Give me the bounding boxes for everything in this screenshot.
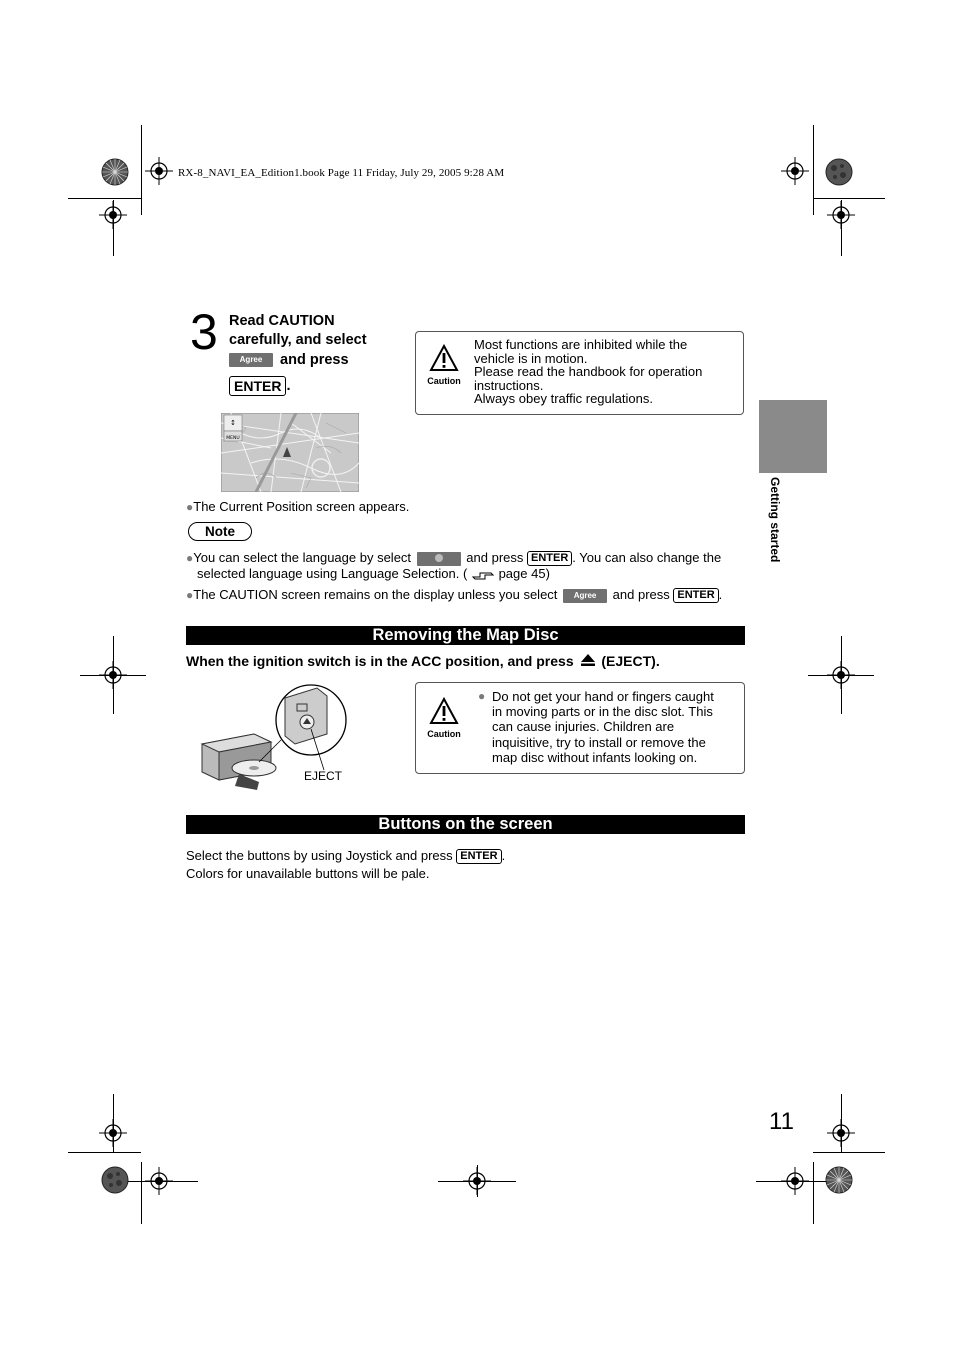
step-line-2: carefully, and select bbox=[229, 332, 367, 348]
caution-line: Do not get your hand or fingers caught bbox=[492, 689, 714, 704]
caution-icon-wrap bbox=[426, 344, 462, 388]
step-trailing: . bbox=[286, 377, 291, 394]
caution-line: vehicle is in motion. bbox=[474, 350, 588, 366]
caution-line: Always obey traffic regulations. bbox=[474, 391, 653, 406]
section-title-removing-map-disc: Removing the Map Disc bbox=[186, 626, 745, 645]
language-button bbox=[417, 552, 461, 566]
caution-text bbox=[474, 338, 739, 406]
note-text: page 45) bbox=[498, 566, 550, 582]
caution-label: Caution bbox=[427, 729, 461, 739]
caution-line: map disc without infants looking on. bbox=[492, 749, 698, 765]
current-position-note bbox=[186, 499, 409, 515]
registration-mark-icon bbox=[99, 1119, 127, 1147]
note-item-caution-screen bbox=[186, 587, 756, 603]
step-line-4 bbox=[229, 376, 409, 396]
caution-line: Most functions are inhibited while the bbox=[474, 337, 688, 352]
eject-instruction-text: (EJECT). bbox=[601, 653, 660, 669]
step-line-3 bbox=[229, 351, 409, 370]
side-tab-label: Getting started bbox=[768, 477, 782, 563]
globe-icon bbox=[434, 553, 444, 563]
bullet-icon: ● bbox=[186, 588, 194, 602]
registration-mark-icon bbox=[781, 157, 809, 185]
registration-mark-icon bbox=[463, 1167, 491, 1195]
buttons-text: Select the buttons by using Joystick and press bbox=[186, 848, 453, 863]
bullet-icon: ● bbox=[186, 551, 194, 565]
buttons-line-2: Colors for unavailable buttons will be pale. bbox=[186, 866, 430, 882]
note-text: . bbox=[718, 587, 723, 602]
warning-triangle-icon bbox=[429, 697, 459, 725]
note-text: . You can also change the bbox=[572, 550, 722, 565]
step-line-1: Read CAUTION bbox=[229, 313, 335, 329]
buttons-line-1 bbox=[186, 848, 505, 864]
side-tab bbox=[759, 400, 827, 473]
agree-button: Agree bbox=[229, 353, 273, 367]
step-line-3-tail: and press bbox=[280, 352, 349, 368]
registration-mark-icon bbox=[827, 1119, 855, 1147]
note-item-language-line2 bbox=[186, 566, 756, 582]
note-text: You can select the language by select bbox=[193, 550, 412, 565]
enter-key: ENTER bbox=[229, 376, 286, 396]
note-text: selected language using Language Selection. ( bbox=[197, 566, 468, 582]
section-title-buttons-on-screen: Buttons on the screen bbox=[186, 815, 745, 834]
registration-mark-icon bbox=[99, 661, 127, 689]
caution-line: can cause injuries. Children are bbox=[492, 719, 675, 735]
registration-mark-icon bbox=[827, 661, 855, 689]
note-text: The CAUTION screen remains on the display unless you select bbox=[193, 587, 558, 602]
eject-icon bbox=[580, 653, 596, 667]
agree-button: Agree bbox=[563, 589, 607, 603]
note-text: and press bbox=[466, 550, 524, 565]
caution-line: in moving parts or in the disc slot. This bbox=[492, 704, 713, 720]
color-target-icon bbox=[101, 1166, 129, 1194]
enter-key: ENTER bbox=[673, 588, 718, 603]
current-position-text: The Current Position screen appears. bbox=[193, 499, 410, 514]
color-target-icon bbox=[825, 158, 853, 186]
note-label: Note bbox=[188, 522, 252, 541]
bullet-icon: ● bbox=[186, 500, 194, 514]
registration-mark-icon bbox=[145, 157, 173, 185]
caution-line: instructions. bbox=[474, 377, 544, 393]
registration-mark-icon bbox=[781, 1167, 809, 1195]
enter-key: ENTER bbox=[527, 551, 572, 566]
eject-instruction-text: When the ignition switch is in the ACC position, and press bbox=[186, 653, 574, 669]
caution-line: inquisitive, try to install or remove the bbox=[492, 734, 706, 750]
caution-text bbox=[492, 689, 742, 765]
eject-label: EJECT bbox=[304, 769, 343, 783]
caution-box-motion bbox=[415, 331, 744, 415]
note-item-language bbox=[186, 550, 756, 582]
warning-triangle-icon bbox=[429, 344, 459, 372]
buttons-text: . bbox=[501, 848, 506, 863]
color-target-icon bbox=[101, 158, 129, 186]
current-position-map-screenshot bbox=[221, 413, 359, 492]
step-instruction bbox=[229, 312, 409, 396]
registration-mark-icon bbox=[827, 201, 855, 229]
caution-line: Please read the handbook for operation bbox=[474, 364, 703, 379]
color-target-icon bbox=[825, 1166, 853, 1194]
page-number: 11 bbox=[769, 1108, 794, 1135]
enter-key: ENTER bbox=[456, 849, 501, 864]
buttons-instructions bbox=[186, 848, 505, 882]
caution-box-disc-slot bbox=[415, 682, 745, 774]
step-number: 3 bbox=[190, 304, 218, 360]
reference-hand-icon bbox=[471, 569, 495, 581]
registration-mark-icon bbox=[99, 201, 127, 229]
eject-instruction bbox=[186, 653, 660, 669]
caution-icon-wrap bbox=[426, 697, 462, 741]
registration-mark-icon bbox=[145, 1167, 173, 1195]
bullet-icon: ● bbox=[478, 689, 486, 703]
note-text: and press bbox=[612, 587, 670, 602]
note-item-language-line1 bbox=[186, 550, 756, 566]
map-orient-button: ↕ bbox=[230, 419, 236, 427]
map-menu-button: MENU bbox=[226, 436, 240, 441]
caution-label: Caution bbox=[427, 376, 461, 386]
print-file-header: RX-8_NAVI_EA_Edition1.book Page 11 Friday, July 29, 2005 9:28 AM bbox=[178, 167, 505, 179]
